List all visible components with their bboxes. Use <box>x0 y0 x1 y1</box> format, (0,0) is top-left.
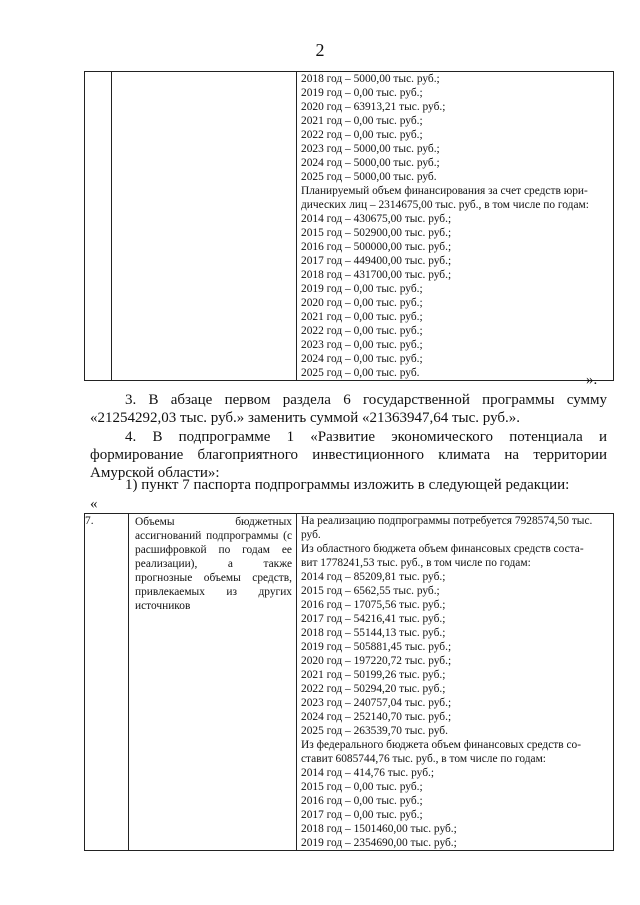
financing-line: вит 1778241,53 тыс. руб., в том числе по годам: <box>301 557 531 569</box>
empty-description-cell <box>112 72 297 381</box>
financing-line: 2022 год – 0,00 тыс. руб.; <box>301 129 423 141</box>
financing-line: 2018 год – 5000,00 тыс. руб.; <box>301 73 440 85</box>
financing-line: 2019 год – 2354690,00 тыс. руб.; <box>301 837 457 849</box>
row-description: Объемы бюджетных ассигнований подпрограммы (с расшифровкой по годам ее реализации), а также прогнозные объемы средств, привлекаемых из других источников <box>135 516 292 612</box>
financing-line: руб. <box>301 529 321 541</box>
financing-line: 2018 год – 431700,00 тыс. руб.; <box>301 269 452 281</box>
description-cell <box>129 514 297 851</box>
financing-line: 2015 год – 6562,55 тыс. руб.; <box>301 585 440 597</box>
financing-line: 2024 год – 252140,70 тыс. руб.; <box>301 711 452 723</box>
financing-line: 2023 год – 5000,00 тыс. руб.; <box>301 143 440 155</box>
financing-line: 2024 год – 5000,00 тыс. руб.; <box>301 157 440 169</box>
financing-line: 2016 год – 500000,00 тыс. руб.; <box>301 241 452 253</box>
subprogram-passport-table <box>84 513 614 851</box>
page-number: 2 <box>315 40 325 60</box>
financing-line: 2020 год – 0,00 тыс. руб.; <box>301 297 423 309</box>
opening-quote: « <box>90 496 98 512</box>
closing-quote: ». <box>586 372 598 388</box>
table-row <box>85 72 614 381</box>
financing-line: 2019 год – 505881,45 тыс. руб.; <box>301 641 452 653</box>
financing-line: На реализацию подпрограммы потребуется 7928574,50 тыс. <box>301 515 593 527</box>
financing-line: 2018 год – 55144,13 тыс. руб.; <box>301 627 446 639</box>
financing-line: ставит 6085744,76 тыс. руб., в том числе по годам: <box>301 753 546 765</box>
financing-line: 2014 год – 414,76 тыс. руб.; <box>301 767 435 779</box>
financing-line: 2025 год – 0,00 тыс. руб. <box>301 367 420 379</box>
financing-line: 2023 год – 240757,04 тыс. руб.; <box>301 697 452 709</box>
financing-line: 2021 год – 0,00 тыс. руб.; <box>301 115 423 127</box>
financing-line: 2015 год – 0,00 тыс. руб.; <box>301 781 423 793</box>
financing-line: дических лиц – 2314675,00 тыс. руб., в том числе по годам: <box>301 199 589 211</box>
row-number: 7. <box>85 514 129 851</box>
financing-line: 2015 год – 502900,00 тыс. руб.; <box>301 227 452 239</box>
financing-line: 2021 год – 50199,26 тыс. руб.; <box>301 669 446 681</box>
empty-number-cell <box>85 72 112 381</box>
paragraph-4: 4. В подпрограмме 1 «Развитие экономического потенциала и формирование благоприятного инвестиционного климата на территории Амурской области»: <box>90 429 607 481</box>
financing-line: 2024 год – 0,00 тыс. руб.; <box>301 353 423 365</box>
financing-line: 2021 год – 0,00 тыс. руб.; <box>301 311 423 323</box>
table-row <box>85 514 614 851</box>
paragraph-3: 3. В абзаце первом раздела 6 государственной программы сумму «21254292,03 тыс. руб.» заменить суммой «21363947,64 тыс. руб.». <box>90 392 607 426</box>
financing-line: 2025 год – 5000,00 тыс. руб. <box>301 171 437 183</box>
financing-line: Из федерального бюджета объем финансовых средств со- <box>301 739 581 751</box>
financing-lines <box>297 72 613 380</box>
financing-line: 2019 год – 0,00 тыс. руб.; <box>301 87 423 99</box>
financing-line: 2020 год – 197220,72 тыс. руб.; <box>301 655 452 667</box>
financing-line: 2020 год – 63913,21 тыс. руб.; <box>301 101 446 113</box>
financing-line: 2014 год – 430675,00 тыс. руб.; <box>301 213 452 225</box>
financing-line: 2017 год – 0,00 тыс. руб.; <box>301 809 423 821</box>
financing-line: 2025 год – 263539,70 тыс. руб. <box>301 725 448 737</box>
financing-line: 2018 год – 1501460,00 тыс. руб.; <box>301 823 457 835</box>
financing-values-cell <box>297 514 614 851</box>
financing-line: 2017 год – 54216,41 тыс. руб.; <box>301 613 446 625</box>
financing-line: 2022 год – 0,00 тыс. руб.; <box>301 325 423 337</box>
paragraph-4-1: 1) пункт 7 паспорта подпрограммы изложить в следующей редакции: <box>125 477 570 493</box>
financing-line: 2019 год – 0,00 тыс. руб.; <box>301 283 423 295</box>
financing-values-cell <box>297 72 614 381</box>
financing-line: 2023 год – 0,00 тыс. руб.; <box>301 339 423 351</box>
financing-table-continued <box>84 71 614 381</box>
financing-line: Планируемый объем финансирования за счет средств юри- <box>301 185 588 197</box>
financing-line: 2022 год – 50294,20 тыс. руб.; <box>301 683 446 695</box>
financing-line: 2016 год – 0,00 тыс. руб.; <box>301 795 423 807</box>
financing-line: Из областного бюджета объем финансовых средств соста- <box>301 543 584 555</box>
financing-line: 2014 год – 85209,81 тыс. руб.; <box>301 571 446 583</box>
financing-line: 2017 год – 449400,00 тыс. руб.; <box>301 255 452 267</box>
financing-lines <box>297 514 613 850</box>
financing-line: 2016 год – 17075,56 тыс. руб.; <box>301 599 446 611</box>
